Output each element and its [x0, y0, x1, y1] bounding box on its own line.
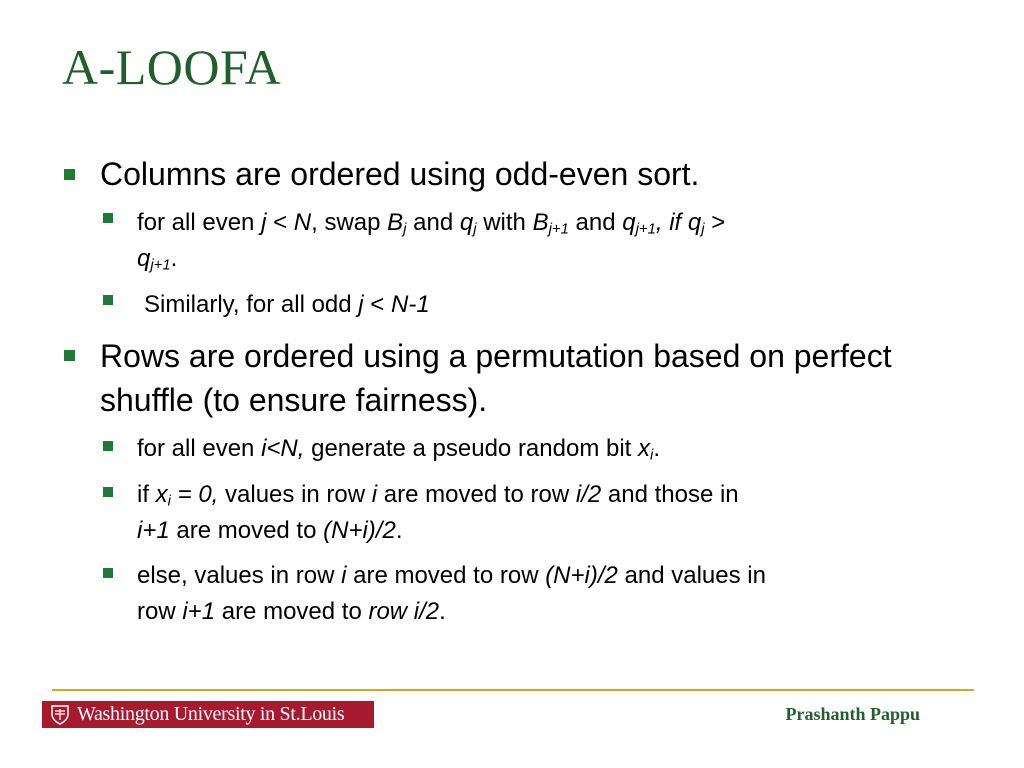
sub-bullet-marker [103, 487, 113, 497]
bullet-marker [64, 350, 75, 361]
sub-bullet-marker [103, 295, 113, 305]
footer-divider [52, 689, 974, 691]
university-name: Washington University in St.Louis [77, 703, 345, 725]
sub-bullet-marker [103, 568, 113, 578]
sub-bullet-marker [103, 441, 113, 451]
sub-bullet-even-swap: for all even j < N, swap $B_j$ and $q_j$ with $B_{j+1}$ and $q_{j+1}$, if $q_j$ > $q_{j+1}$. [137, 209, 726, 274]
bullet-columns-ordered: Columns are ordered using odd-even sort. [100, 156, 700, 192]
sub-bullet-random-bit: for all even i<N, generate a pseudo random bit $x_i$. [137, 435, 660, 464]
university-logo [42, 701, 374, 728]
bullet-marker [64, 169, 75, 180]
author-name: Prashanth Pappu [785, 704, 920, 724]
sub-bullet-else: else, values in row i are moved to row (N+i)/2 and values in row i+1 are moved to row i/2. [137, 562, 766, 625]
sub-bullet-marker [103, 213, 113, 223]
shield-icon [51, 705, 69, 725]
sub-bullet-xi-zero: if $x_i = 0$, values in row i are moved to row i/2 and those in i+1 are moved to (N+i)/2. [137, 481, 739, 544]
bullet-rows-ordered: Rows are ordered using a permutation based on perfect shuffle (to ensure fairness). [100, 338, 892, 418]
sub-bullet-odd: Similarly, for all odd j < N-1 [144, 291, 430, 318]
slide-title: A-LOOFA [62, 39, 282, 95]
